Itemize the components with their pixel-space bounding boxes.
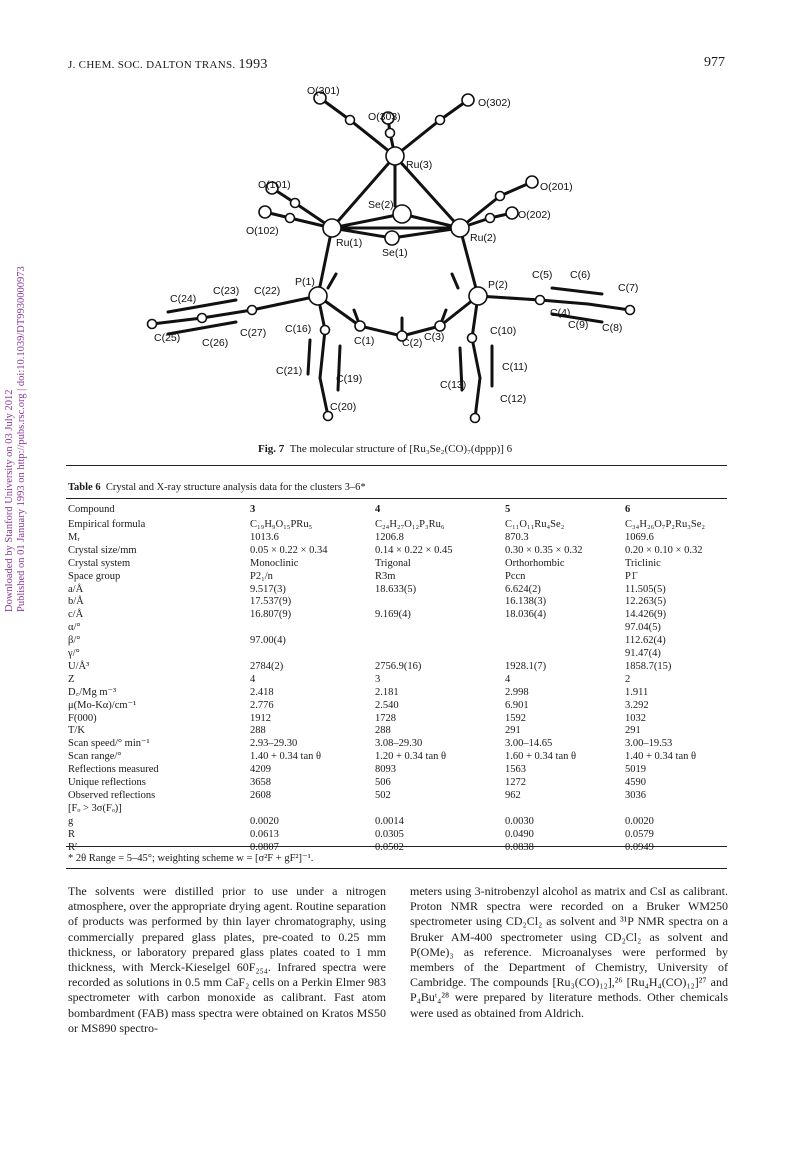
table-row (68, 544, 738, 558)
table-bottom-rule (66, 846, 727, 847)
table-row (68, 828, 738, 842)
table-cell: 4 (250, 673, 256, 685)
label-c19: C(19) (336, 373, 363, 385)
table-cell: 1013.6 (250, 531, 279, 543)
table-cell: 16.807(9) (250, 609, 292, 621)
label-se2: Se(2) (368, 199, 394, 211)
table-cell: 8093 (375, 764, 396, 776)
table-row-label: b/Å (68, 596, 84, 608)
table-cell: 2784(2) (250, 660, 284, 672)
table-row-label: Observed reflections (68, 789, 156, 801)
table-cell: 1563 (505, 764, 526, 776)
table-cell: 97.04(5) (625, 622, 661, 634)
table-cell: 3.08–29.30 (375, 738, 423, 750)
table-cell: 91.47(4) (625, 648, 661, 659)
table-row (68, 570, 738, 584)
table-row-label: Empirical formula (68, 519, 146, 530)
figure-caption-text: The molecular structure of [Ru₃Se₂(CO)₇(dppp)] 6 (289, 443, 513, 455)
label-c11: C(11) (502, 361, 528, 373)
table-cell: 0.0502 (375, 841, 404, 853)
table-cell: 3.292 (625, 699, 649, 711)
table-row (68, 776, 738, 790)
label-c10: C(10) (490, 325, 517, 337)
label-c25: C(25) (154, 332, 181, 344)
table-cell: 1206.8 (375, 531, 404, 543)
table-row (68, 608, 738, 622)
table-caption-text: Crystal and X-ray structure analysis data for the clusters 3–6* (105, 482, 366, 493)
table-row (68, 518, 738, 532)
table-cell: 11.505(5) (625, 583, 666, 595)
table-header-cell: 5 (505, 504, 511, 515)
label-c20: C(20) (330, 401, 357, 413)
molecular-structure-figure (140, 78, 660, 448)
table-cell: 2756.9(16) (375, 660, 422, 672)
table-row-label: T/K (68, 725, 85, 737)
label-c3: C(3) (424, 331, 445, 343)
table-row-label: β/° (68, 635, 81, 647)
table-cell: 4209 (250, 764, 271, 776)
table-cell: 0.0807 (250, 841, 279, 853)
table-cell: 291 (625, 725, 641, 737)
watermark-line-downloaded[interactable]: Downloaded by Stanford University on 03 July 2012 (4, 389, 15, 612)
table-cell: 0.0020 (625, 815, 654, 827)
footnote-rule (66, 868, 727, 869)
table-row-label: Unique reflections (68, 777, 146, 788)
label-c2: C(2) (402, 337, 423, 349)
table-cell: 0.0579 (625, 828, 654, 840)
label-o201: O(201) (540, 181, 573, 193)
table-top-rule (66, 465, 727, 466)
table-cell: 502 (375, 789, 391, 801)
table-cell: 0.0030 (505, 815, 534, 827)
table-cell: 506 (375, 777, 391, 788)
table-row (68, 686, 738, 700)
table-cell: 0.05 × 0.22 × 0.34 (250, 544, 328, 556)
table-cell: 1.20 + 0.34 tan θ (375, 751, 447, 763)
label-o102: O(102) (246, 225, 279, 237)
table-row (68, 815, 738, 829)
table-row-label: Crystal size/mm (68, 544, 137, 556)
table-row (68, 621, 738, 635)
label-o202: O(202) (518, 209, 551, 221)
table-cell: Trigonal (375, 557, 411, 569)
table-cell: 4590 (625, 777, 646, 788)
table-cell: 17.537(9) (250, 596, 292, 608)
table-cell: 6.901 (505, 699, 529, 711)
label-c5: C(5) (532, 269, 553, 281)
table-cell: 18.036(4) (505, 609, 547, 621)
table-cell: 1728 (375, 712, 396, 724)
label-c27: C(27) (240, 327, 267, 339)
journal-year: 1993 (238, 57, 268, 72)
table-cell: 2.181 (375, 686, 399, 698)
table-row (68, 699, 738, 713)
table-row-label: R (68, 828, 76, 840)
table-cell: 1858.7(15) (625, 660, 672, 672)
label-p1: P(1) (295, 276, 315, 288)
table-cell: 0.0305 (375, 828, 404, 840)
label-c21: C(21) (276, 365, 303, 377)
table-cell: 1912 (250, 712, 271, 724)
table-cell: 3.00–19.53 (625, 738, 673, 750)
label-c7: C(7) (618, 282, 639, 294)
table-header-rule (66, 498, 727, 499)
table-cell: Orthorhombic (505, 557, 565, 569)
table-cell: 291 (505, 725, 521, 737)
table-cell: 0.14 × 0.22 × 0.45 (375, 544, 453, 556)
table-row-label: Space group (68, 570, 121, 582)
table-header-row (68, 503, 738, 517)
table-cell: 1069.6 (625, 531, 654, 543)
table-cell: 12.263(5) (625, 596, 667, 608)
table-row-label: [Fₒ > 3σ(Fₒ)] (68, 802, 122, 814)
table-cell: 1.40 + 0.34 tan θ (625, 751, 697, 763)
table-row-label: α/° (68, 622, 81, 634)
label-c9: C(9) (568, 319, 589, 331)
page-number: 977 (704, 55, 725, 70)
table-cell: R3m (375, 570, 396, 582)
table-row (68, 531, 738, 545)
table-cell: P2₁/n (250, 570, 273, 582)
table-cell: 4 (505, 673, 511, 685)
label-ru3: Ru(3) (406, 159, 433, 171)
table-row-label: a/Å (68, 583, 84, 595)
table-row (68, 750, 738, 764)
table-cell: 0.20 × 0.10 × 0.32 (625, 544, 703, 556)
label-o303: O(303) (368, 111, 401, 123)
label-c24: C(24) (170, 293, 197, 305)
label-c6: C(6) (570, 269, 591, 281)
label-ru1: Ru(1) (336, 237, 363, 249)
table-cell: 112.62(4) (625, 635, 666, 647)
table-header-cell: 4 (375, 504, 381, 515)
table-cell: 1.911 (625, 686, 649, 698)
table-cell: 14.426(9) (625, 609, 667, 621)
table-row-label: Scan range/° (68, 751, 122, 763)
table-row-label: R′ (68, 841, 78, 853)
table-cell: 288 (250, 725, 266, 737)
table-cell: 2.998 (505, 686, 529, 698)
table-row (68, 647, 738, 661)
table-cell: 2.540 (375, 699, 399, 711)
table-cell: 3.00–14.65 (505, 738, 553, 750)
table-cell: 1592 (505, 712, 526, 724)
table-row (68, 557, 738, 571)
watermark-line-published[interactable]: Published on 01 January 1993 on http://pubs.rsc.org | doi:10.1039/DT9930000973 (16, 266, 27, 612)
table-cell: P1̄ (625, 570, 637, 582)
label-c12: C(12) (500, 393, 527, 405)
table-cell: C₂₄H₂₇O₁₂P₃Ru₆ (375, 519, 445, 530)
table-cell: 5019 (625, 764, 646, 776)
table-cell: 6.624(2) (505, 583, 541, 595)
table-row-label: Mᵣ (68, 531, 80, 543)
body-text-right-column: meters using 3-nitrobenzyl alcohol as matrix and CsI as calibrant. Proton NMR spectra were recorded on a Bruker WM250 spectrometer using CD₂Cl₂ as solvent and ³¹P NMR spectra on a Bruker AM-400 spectrometer using CD₂Cl₂ as solvent and P(OMe)₃ as reference. Microanalyses were performed by members of the Department of Chemistry, University of Cambridge. The compounds [Ru₃(CO)₁₂],²⁶ [Ru₄H₄(CO)₁₂]²⁷ and P₄Buᵗ₄²⁸ were prepared by literature methods. Other chemicals were used as obtained from Aldrich. (410, 884, 728, 1020)
table-cell: 97.00(4) (250, 635, 286, 647)
table-row-label: Crystal system (68, 557, 131, 569)
table-row (68, 634, 738, 648)
table-footnote: * 2θ Range = 5–45°; weighting scheme w = [σ²F + gF²]⁻¹. (68, 853, 314, 864)
figure-caption (258, 443, 512, 455)
table-row (68, 737, 738, 751)
table-header-cell: Compound (68, 504, 115, 515)
table-cell: Triclinic (625, 557, 661, 569)
table-cell: 1.40 + 0.34 tan θ (250, 751, 322, 763)
label-c26: C(26) (202, 337, 229, 349)
table-cell: 2608 (250, 789, 271, 801)
table-cell: 3658 (250, 777, 271, 788)
table-cell: 0.0613 (250, 828, 279, 840)
table-row (68, 660, 738, 674)
table-row (68, 802, 738, 816)
table-row-label: Scan speed/° min⁻¹ (68, 738, 150, 750)
table-row (68, 763, 738, 777)
table-cell: 1928.1(7) (505, 660, 547, 672)
table-cell: 0.30 × 0.35 × 0.32 (505, 544, 583, 556)
label-ru2: Ru(2) (470, 232, 497, 244)
table-cell: 18.633(5) (375, 583, 417, 595)
body-text-left-column: The solvents were distilled prior to use under a nitrogen atmosphere, over the appropriate drying agent. Routine separation of products was performed by thin layer chromatography, using commercially prepared glass plates, pre-coated to 0.25 mm thickness, or laboratory prepared glass plates coated to 1 mm thickness, with Merck-Kieselgel 60F₂₅₄. Infrared spectra were recorded as solutions in 0.5 mm CaF₂ cells on a Perkin Elmer 983 spectrometer with carbon monoxide as calibrant. Fast atom bombardment (FAB) mass spectra were obtained on Kratos MS50 or MS890 spectro- (68, 884, 386, 1035)
table-row-label: c/Å (68, 609, 84, 621)
figure-caption-label: Fig. 7 (258, 443, 285, 455)
table-row-label: Z (68, 673, 75, 685)
table-cell: 288 (375, 725, 391, 737)
table-cell: 3036 (625, 789, 646, 801)
table-cell: 0.0020 (250, 815, 279, 827)
label-c4: C(4) (550, 307, 571, 319)
table-cell: 2.93–29.30 (250, 738, 298, 750)
table-row (68, 712, 738, 726)
table-row (68, 789, 738, 803)
journal-header (68, 57, 268, 73)
table-cell: 0.0490 (505, 828, 534, 840)
table-cell: 1.60 + 0.34 tan θ (505, 751, 577, 763)
table-cell: 1032 (625, 712, 646, 724)
label-c13: C(13) (440, 379, 467, 391)
table-row-label: U/Å³ (68, 660, 90, 672)
table-cell: 3 (375, 673, 381, 685)
table-cell: 2.418 (250, 686, 274, 698)
table-cell: 0.0838 (505, 841, 534, 853)
table-row-label: μ(Mo-Kα)/cm⁻¹ (68, 699, 137, 711)
table-cell: 9.169(4) (375, 609, 411, 621)
table-cell: 962 (505, 789, 521, 801)
table-caption (68, 482, 366, 493)
label-o101: O(101) (258, 179, 291, 191)
label-c16: C(16) (285, 323, 312, 335)
table-caption-label: Table 6 (68, 482, 101, 493)
table-row-label: Reflections measured (68, 764, 159, 776)
label-c22: C(22) (254, 285, 281, 297)
table-cell: C₃₄H₂₆O₇P₂Ru₃Se₂ (625, 519, 706, 530)
table-cell: Monoclinic (250, 557, 299, 569)
table-row (68, 724, 738, 738)
label-se1: Se(1) (382, 247, 408, 259)
table-cell: C₁₁O₁₁Ru₄Se₂ (505, 519, 565, 530)
table-header-cell: 6 (625, 504, 631, 515)
table-row (68, 583, 738, 597)
label-c8: C(8) (602, 322, 623, 334)
label-o301: O(301) (307, 85, 340, 97)
table-row (68, 673, 738, 687)
table-row-label: g (68, 815, 74, 827)
table-cell: 2.776 (250, 699, 274, 711)
table-cell: 9.517(3) (250, 583, 286, 595)
table-row-label: F(000) (68, 712, 97, 724)
table-cell: 1272 (505, 777, 526, 788)
label-p2: P(2) (488, 279, 508, 291)
table-cell: 16.138(3) (505, 596, 547, 608)
table-row-label: D꜀/Mg m⁻³ (68, 686, 117, 698)
table-row-label: γ/° (68, 648, 80, 659)
table-cell: 0.0949 (625, 841, 654, 853)
label-c23: C(23) (213, 285, 240, 297)
table-cell: Pccn (505, 570, 526, 582)
table-header-cell: 3 (250, 504, 256, 515)
table-row (68, 595, 738, 609)
download-watermark (4, 260, 34, 610)
table-cell: 2 (625, 673, 631, 685)
table-cell: 0.0014 (375, 815, 404, 827)
table-cell: C₁₉H₉O₁₅PRu₅ (250, 519, 313, 530)
label-o302: O(302) (478, 97, 511, 109)
table-cell: 870.3 (505, 531, 529, 543)
journal-name: J. CHEM. SOC. DALTON TRANS. (68, 59, 236, 71)
label-c1: C(1) (354, 335, 375, 347)
